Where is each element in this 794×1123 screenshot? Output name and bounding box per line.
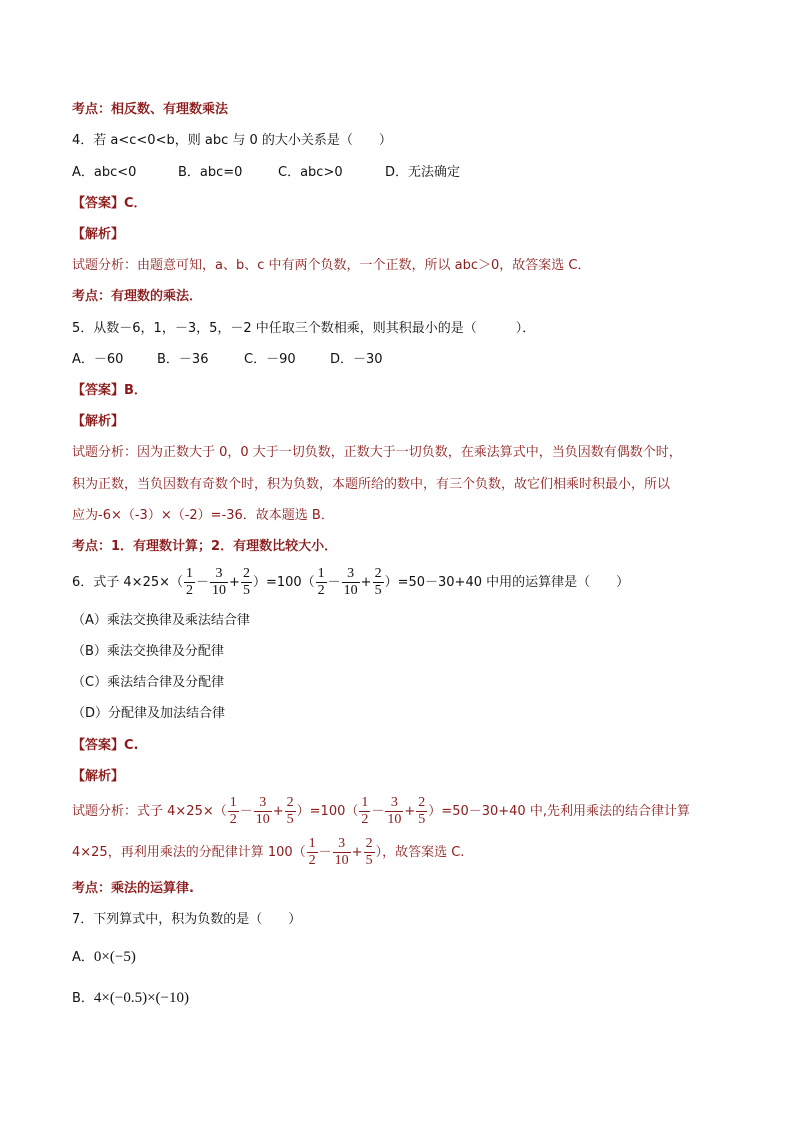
frac-den: 2 — [229, 812, 237, 827]
minus-sign: － — [327, 575, 341, 590]
frac-num: 1 — [361, 795, 369, 810]
frac-den: 10 — [343, 583, 358, 598]
q7-option-a — [72, 948, 136, 967]
frac-num: 1 — [186, 566, 194, 581]
q5-topic: 考点：1．有理数计算；2．有理数比较大小． — [72, 539, 338, 554]
q7-option-a-label: A． — [72, 950, 94, 965]
topic-previous: 考点：相反数、有理数乘法 — [72, 102, 229, 117]
q7-option-b-label: B． — [72, 991, 94, 1006]
q6-stem-prefix: 6．式子 4×25×（ — [72, 575, 184, 590]
q6-analysis-2-suffix: ），故答案选 C. — [375, 845, 465, 860]
q4-analysis-label: 【解析】 — [72, 227, 125, 242]
q5-option-b: B．－36 — [157, 352, 209, 367]
fraction-1-2 — [307, 836, 318, 869]
frac-num: 3 — [333, 836, 351, 853]
plus-sign: + — [404, 804, 416, 819]
q4-options — [72, 164, 460, 182]
q4-topic: 考点：有理数的乘法． — [72, 289, 203, 304]
fraction-1-2 — [316, 566, 327, 599]
q4-answer: 【答案】C． — [72, 196, 147, 211]
minus-sign: － — [196, 575, 210, 590]
q5-analysis-line-2: 积为正数，当负因数有奇数个时，积为负数，本题所给的数中，有三个负数，故它们相乘时积最小，所以 — [72, 477, 671, 492]
plus-sign: + — [351, 845, 363, 860]
q6-stem — [72, 563, 629, 603]
q6-analysis-2-prefix: 4×25，再利用乘法的分配律计算 100（ — [72, 845, 306, 860]
fraction-2-5 — [364, 836, 375, 869]
fraction-2-5 — [241, 566, 252, 599]
plus-sign: + — [229, 575, 240, 590]
frac-num: 2 — [374, 566, 382, 581]
frac-den: 2 — [317, 583, 325, 598]
q5-option-d: D．－30 — [330, 352, 383, 367]
frac-num: 3 — [210, 566, 228, 583]
frac-den: 2 — [308, 853, 316, 868]
q4-stem: 4．若 a<c<0<b，则 abc 与 0 的大小关系是（ ） — [72, 133, 392, 148]
q6-analysis-prefix: 试题分析：式子 4×25×（ — [72, 804, 227, 819]
q6-topic: 考点：乘法的运算律. — [72, 881, 194, 896]
q5-option-a: A．－60 — [72, 352, 124, 367]
fraction-3-10 — [333, 836, 351, 869]
q4-option-d: D．无法确定 — [385, 165, 461, 180]
q6-analysis-label: 【解析】 — [72, 769, 125, 784]
frac-num: 1 — [317, 566, 325, 581]
q4-option-a: A．abc<0 — [72, 165, 137, 180]
q5-option-c: C．－90 — [244, 352, 296, 367]
q6-option-d: （D）分配律及加法结合律 — [72, 706, 226, 721]
q5-analysis-label: 【解析】 — [72, 414, 125, 429]
frac-den: 10 — [212, 583, 227, 598]
frac-num: 2 — [286, 795, 294, 810]
fraction-1-2 — [228, 795, 239, 828]
q7-option-b-expr: 4×(−0.5)×(−10) — [93, 990, 189, 1006]
fraction-3-10 — [210, 566, 228, 599]
fraction-3-10 — [342, 566, 360, 599]
frac-num: 1 — [229, 795, 237, 810]
frac-den: 10 — [255, 812, 270, 827]
frac-den: 5 — [286, 812, 294, 827]
plus-sign: + — [360, 575, 372, 590]
q6-analysis-suffix: ）=50－30+40 中,先利用乘法的结合律计算 — [428, 804, 690, 819]
frac-den: 5 — [418, 812, 426, 827]
frac-num: 2 — [242, 566, 250, 581]
fraction-1-2 — [359, 795, 370, 828]
frac-den: 10 — [334, 853, 349, 868]
minus-sign: － — [239, 804, 253, 819]
q7-stem: 7．下列算式中，积为负数的是（ ） — [72, 912, 302, 927]
q4-option-b: B．abc=0 — [178, 165, 243, 180]
q5-answer: 【答案】B． — [72, 383, 147, 398]
q4-option-c: C．abc>0 — [278, 165, 343, 180]
q5-options — [72, 351, 383, 369]
frac-num: 1 — [308, 836, 316, 851]
frac-num: 3 — [254, 795, 272, 812]
fraction-2-5 — [285, 795, 296, 828]
fraction-2-5 — [373, 566, 384, 599]
q4-analysis: 试题分析：由题意可知，a、b、c 中有两个负数，一个正数，所以 abc＞0，故答案选 C． — [72, 258, 591, 273]
q7-option-a-expr: 0×(−5) — [93, 949, 136, 965]
q6-option-c: （C）乘法结合律及分配律 — [72, 675, 225, 690]
frac-den: 5 — [365, 853, 373, 868]
frac-den: 10 — [387, 812, 402, 827]
minus-sign: － — [371, 804, 385, 819]
frac-den: 5 — [242, 583, 250, 598]
frac-num: 2 — [418, 795, 426, 810]
q6-stem-suffix: ）=50－30+40 中用的运算律是（ ） — [384, 575, 630, 590]
q6-answer: 【答案】C. — [72, 738, 139, 753]
frac-den: 2 — [361, 812, 369, 827]
frac-den: 5 — [374, 583, 382, 598]
fraction-3-10 — [254, 795, 272, 828]
q5-analysis-line-3: 应为-6×（-3）×（-2）=-36．故本题选 B． — [72, 508, 334, 523]
q6-option-a: （A）乘法交换律及乘法结合律 — [72, 613, 250, 628]
frac-num: 3 — [385, 795, 403, 812]
frac-num: 3 — [342, 566, 360, 583]
q5-stem: 5．从数－6，1，－3，5，－2 中任取三个数相乘，则其积最小的是（ ）． — [72, 321, 536, 336]
plus-sign: + — [272, 804, 284, 819]
minus-sign: － — [318, 845, 332, 860]
fraction-1-2 — [184, 566, 195, 599]
fraction-2-5 — [416, 795, 427, 828]
q6-analysis-line-2 — [72, 833, 464, 873]
q6-analysis-mid: ）=100（ — [296, 804, 359, 819]
q6-stem-mid: ）=100（ — [252, 575, 315, 590]
frac-den: 2 — [186, 583, 194, 598]
q6-analysis-line-1 — [72, 792, 690, 832]
q7-option-b — [72, 989, 189, 1008]
frac-num: 2 — [365, 836, 373, 851]
q5-analysis-line-1: 试题分析：因为正数大于 0，0 大于一切负数，正数大于一切负数，在乘法算式中，当负因数有偶数个时， — [72, 445, 682, 460]
fraction-3-10 — [385, 795, 403, 828]
q6-option-b: （B）乘法交换律及分配律 — [72, 644, 224, 659]
